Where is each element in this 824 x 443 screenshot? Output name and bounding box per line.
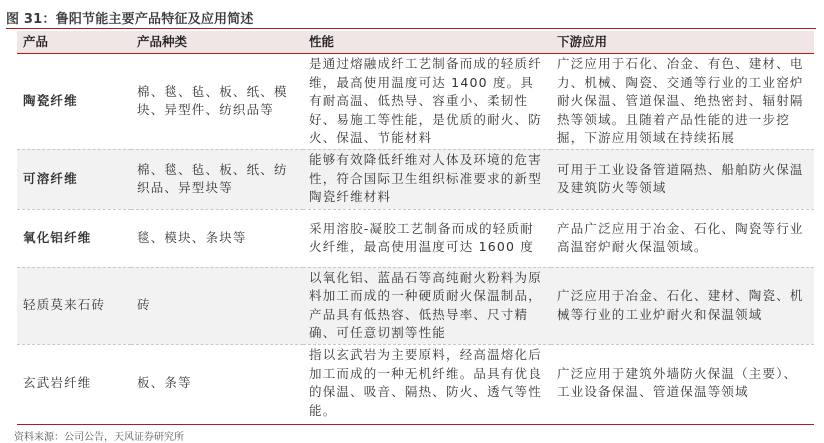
table-row [17, 344, 814, 422]
product-table [17, 31, 814, 422]
product-application: 广泛应用于石化、冶金、有色、建材、电力、机械、陶瓷、交通等行业的工业窑炉耐火保温、管道保温、绝热密封、辐射隔热等领域。且随着产品性能的进一步挖掘，下游应用领域在持续拓展 [551, 54, 814, 150]
header-downstream-application: 下游应用 [551, 31, 814, 54]
figure-title: 图 31：鲁阳节能主要产品特征及应用简述 [6, 12, 254, 27]
table-row [17, 149, 814, 209]
product-name: 玄武岩纤维 [23, 375, 92, 390]
product-application: 产品广泛应用于冶金、石化、陶瓷等行业高温窑炉耐火保温领域。 [551, 209, 814, 267]
product-types: 棉、毯、毡、板、纸、模块、异型件、纺织品等 [131, 54, 303, 150]
product-performance: 采用溶胶-凝胶工艺制备而成的轻质耐火纤维，最高使用温度可达 1600 度 [303, 209, 551, 267]
product-application: 可用于工业设备管道隔热、船舶防火保温及建筑防火等领域 [551, 149, 814, 209]
table-row [17, 209, 814, 267]
header-product-type: 产品种类 [131, 31, 303, 54]
table-header-row [17, 31, 814, 54]
product-types: 毯、模块、条块等 [131, 209, 303, 267]
table-row [17, 54, 814, 150]
product-name: 可溶纤维 [17, 149, 131, 209]
product-performance: 以氧化铝、蓝晶石等高纯耐火粉料为原料加工而成的一种硬质耐火保温制品，产品具有低热容、低热导率、尺寸精确、可任意切割等性能 [303, 267, 551, 344]
product-application: 广泛应用于冶金、石化、建材、陶瓷、机械等行业的工业炉耐火和保温领域 [551, 267, 814, 344]
product-name: 轻质莫来石砖 [17, 267, 131, 344]
table-bottom-divider [17, 424, 814, 425]
product-name: 陶瓷纤维 [17, 54, 131, 150]
product-performance: 能够有效降低纤维对人体及环境的危害性，符合国际卫生组织标准要求的新型陶瓷纤维材料 [303, 149, 551, 209]
header-performance: 性能 [303, 31, 551, 54]
product-name: 氧化铝纤维 [17, 209, 131, 267]
product-types: 板、条等 [137, 375, 192, 390]
product-performance: 指以玄武岩为主要原料，经高温熔化后加工而成的一种无机纤维。品具有优良的保温、吸音、隔热、防火、透气等性能。 [309, 347, 542, 418]
title-divider [6, 28, 816, 29]
product-performance: 是通过熔融成纤工艺制备而成的轻质纤维，最高使用温度可达 1400 度。具有耐高温、低热导、容重小、柔韧性好、易施工等性能，是优质的耐火、防火、保温、节能材料 [303, 54, 551, 150]
product-application: 广泛应用于建筑外墙防火保温（主要）、工业设备保温、管道保温等领域 [557, 365, 798, 400]
source-note: 资料来源：公司公告，天风证券研究所 [14, 432, 184, 443]
product-types: 砖 [131, 267, 303, 344]
table-row [17, 267, 814, 344]
product-types: 棉、毯、毡、板、纸、纺织品、异型块等 [131, 149, 303, 209]
header-product: 产品 [17, 31, 131, 54]
